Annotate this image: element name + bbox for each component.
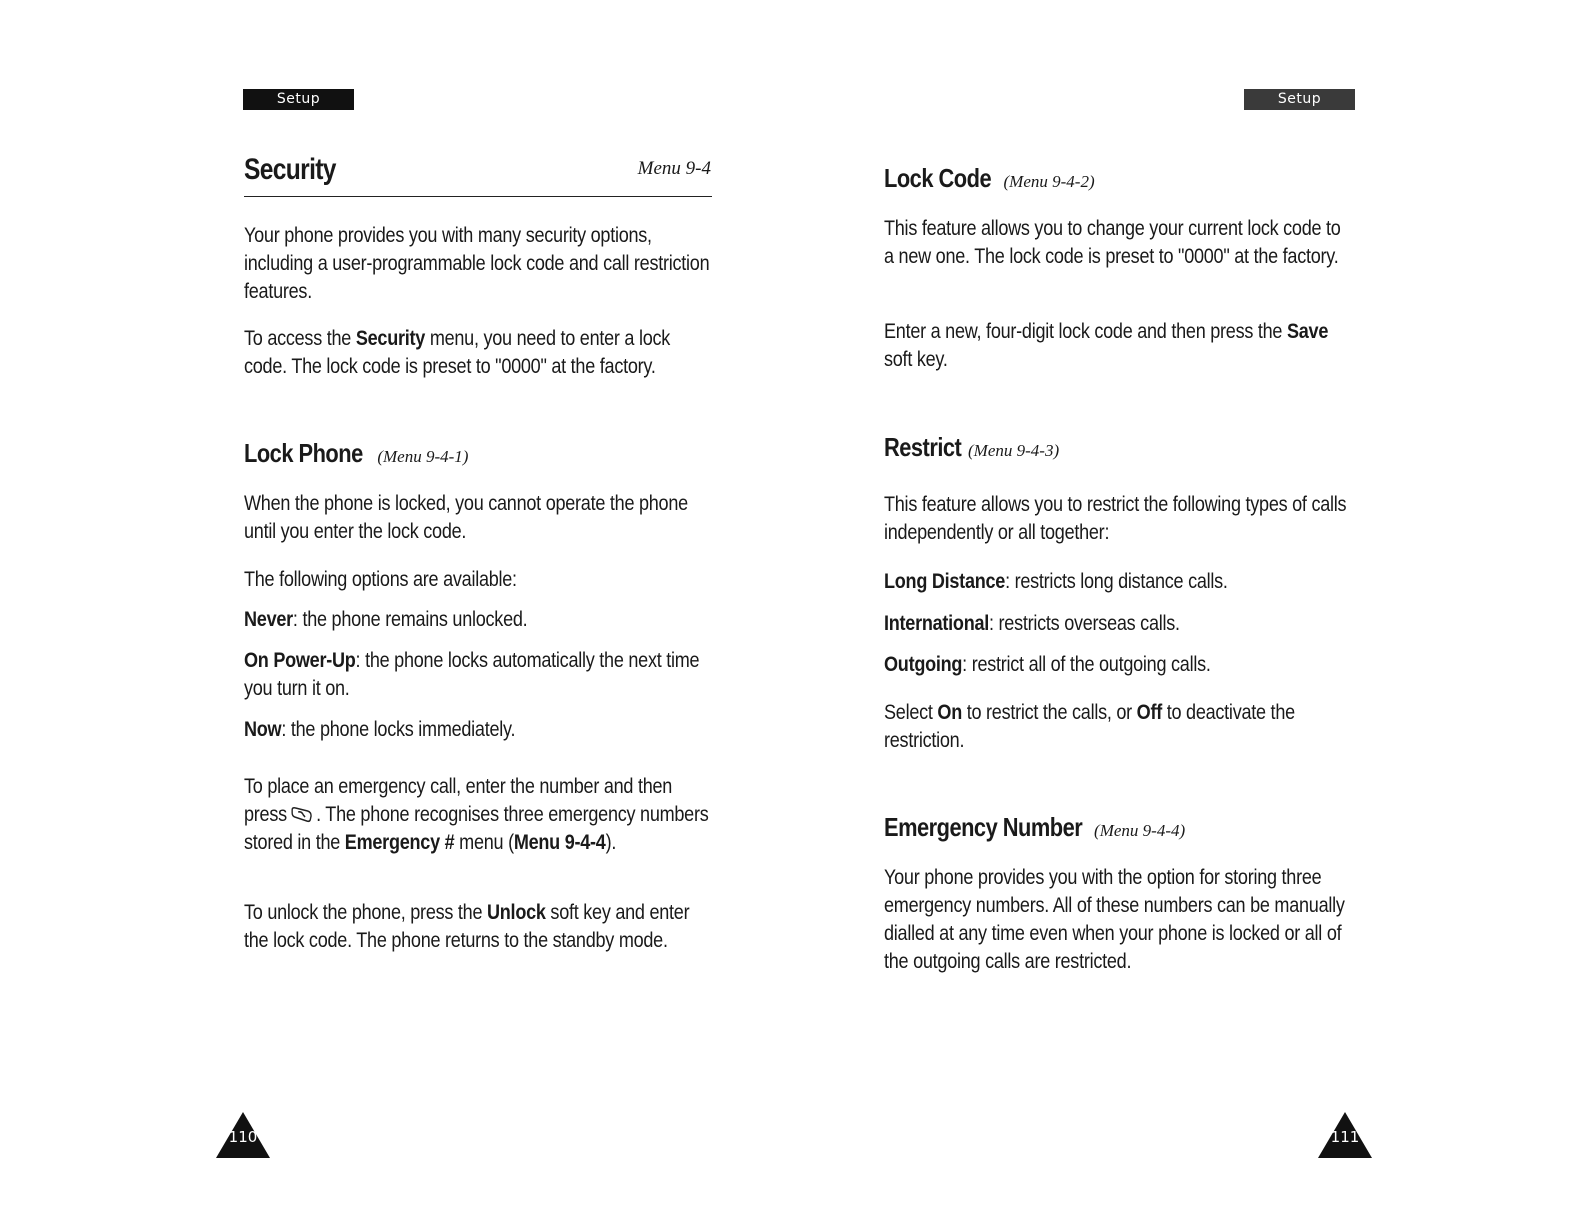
intro-paragraph: Your phone provides you with many security options, including a user-programmable lock code and call restriction features. xyxy=(244,224,710,303)
security-intro xyxy=(244,222,719,306)
access-paragraph: To access the Security menu, you need to enter a lock code. The lock code is preset to "0000" at the factory. xyxy=(244,327,671,378)
paragraph: The following options are available: xyxy=(244,568,517,591)
security-heading xyxy=(244,150,719,197)
section-title: Emergency Number xyxy=(884,812,1083,842)
menu-reference: (Menu 9-4-4) xyxy=(1094,821,1186,840)
page-number: 111 xyxy=(1316,1110,1374,1160)
option-international: International: restricts overseas calls. xyxy=(884,612,1180,635)
paragraph: Your phone provides you with the option for storing three emergency numbers. All of these numbers can be manually dialled at any time even when your phone is locked or all of the outgoing calls are restricted. xyxy=(884,866,1345,973)
option-outgoing: Outgoing: restrict all of the outgoing calls. xyxy=(884,653,1211,676)
right-page xyxy=(792,0,1584,1223)
option-on-power-up: On Power-Up: the phone locks automatically the next time you turn it on. xyxy=(244,649,700,700)
option-long-distance: Long Distance: restricts long distance calls. xyxy=(884,570,1228,593)
section-title: Lock Phone xyxy=(244,438,363,468)
section-tab-setup: Setup xyxy=(1244,89,1355,110)
lock-phone-heading xyxy=(244,438,719,474)
option-never: Never: the phone remains unlocked. xyxy=(244,608,528,631)
paragraph: This feature allows you to change your current lock code to a new one. The lock code is preset to "0000" at the factory. xyxy=(884,217,1341,268)
paragraph: Enter a new, four-digit lock code and then press the Save soft key. xyxy=(884,320,1329,371)
section-tab-setup: Setup xyxy=(243,89,354,110)
paragraph: This feature allows you to restrict the following types of calls independently or all together: xyxy=(884,493,1347,544)
menu-reference: (Menu 9-4-1) xyxy=(377,447,469,466)
restrict-heading xyxy=(884,432,1359,468)
emergency-call-paragraph: To place an emergency call, enter the number and then press . The phone recognises three emergency numbers stored in the Emergency # menu (Menu 9-4-4). xyxy=(244,775,709,854)
security-access xyxy=(244,325,719,381)
menu-reference: (Menu 9-4-2) xyxy=(1003,172,1095,191)
menu-reference: (Menu 9-4-3) xyxy=(968,441,1060,460)
send-key-icon xyxy=(290,804,312,822)
lock-code-heading xyxy=(884,163,1359,199)
menu-reference: Menu 9-4 xyxy=(637,158,711,179)
title-divider xyxy=(244,196,712,197)
page-title: Security xyxy=(244,153,336,186)
section-title: Lock Code xyxy=(884,163,992,193)
section-title: Restrict xyxy=(884,432,962,462)
paragraph: When the phone is locked, you cannot operate the phone until you enter the lock code. xyxy=(244,492,688,543)
option-now: Now: the phone locks immediately. xyxy=(244,718,516,741)
unlock-paragraph: To unlock the phone, press the Unlock soft key and enter the lock code. The phone returns to the standby mode. xyxy=(244,901,690,952)
emergency-number-heading xyxy=(884,812,1359,848)
select-paragraph: Select On to restrict the calls, or Off to deactivate the restriction. xyxy=(884,701,1295,752)
page-number: 110 xyxy=(214,1110,272,1160)
